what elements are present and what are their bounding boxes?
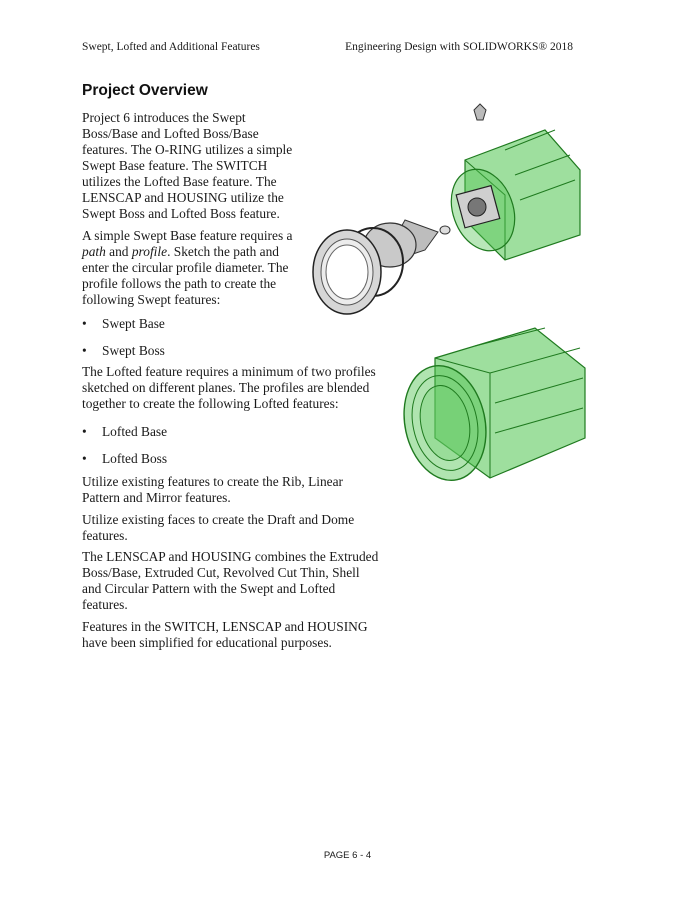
exploded-assembly-figure [305, 100, 595, 330]
paragraph-draft: Utilize existing faces to create the Draft and Dome features. [82, 512, 355, 543]
housing-part-icon [440, 130, 580, 260]
paragraph-intro: Project 6 introduces the Swept Boss/Base and Lofted Boss/Base features. The O-RING utilizes a simple Swept Base feature. The SWITCH utilizes the Lofted Base feature. The LENSCAP and HOUSING utilize the Swept Boss and Lofted Boss feature. [82, 110, 293, 221]
lenscap-part-icon [313, 230, 381, 314]
bulb-part-icon [440, 226, 450, 234]
section-title: Project Overview [82, 82, 208, 99]
paragraph-rib: Utilize existing features to create the Rib, Linear Pattern and Mirror features. [82, 474, 344, 505]
running-header-left: Swept, Lofted and Additional Features [82, 41, 260, 53]
housing-closeup-icon [395, 328, 585, 488]
paragraph-simplified: Features in the SWITCH, LENSCAP and HOUSING have been simplified for educational purposes. [82, 619, 368, 650]
switch-pin-icon [474, 104, 486, 120]
paragraph-lofted: The Lofted feature requires a minimum of two profiles sketched on different planes. The profiles are blended together to create the following Lofted features: [82, 364, 376, 411]
housing-figure [395, 318, 595, 508]
page-number: PAGE 6 - 4 [323, 850, 372, 861]
running-header-right: Engineering Design with SOLIDWORKS® 2018 [345, 41, 573, 53]
paragraph-swept: A simple Swept Base feature requires a path and profile. Sketch the path and enter the circular profile diameter. The profile follows the path to create the following Swept features: [82, 228, 293, 307]
paragraph-lenscap: The LENSCAP and HOUSING combines the Extruded Boss/Base, Extruded Cut, Revolved Cut Thin, Shell and Circular Pattern with the Swept and Lofted features. [82, 549, 379, 612]
